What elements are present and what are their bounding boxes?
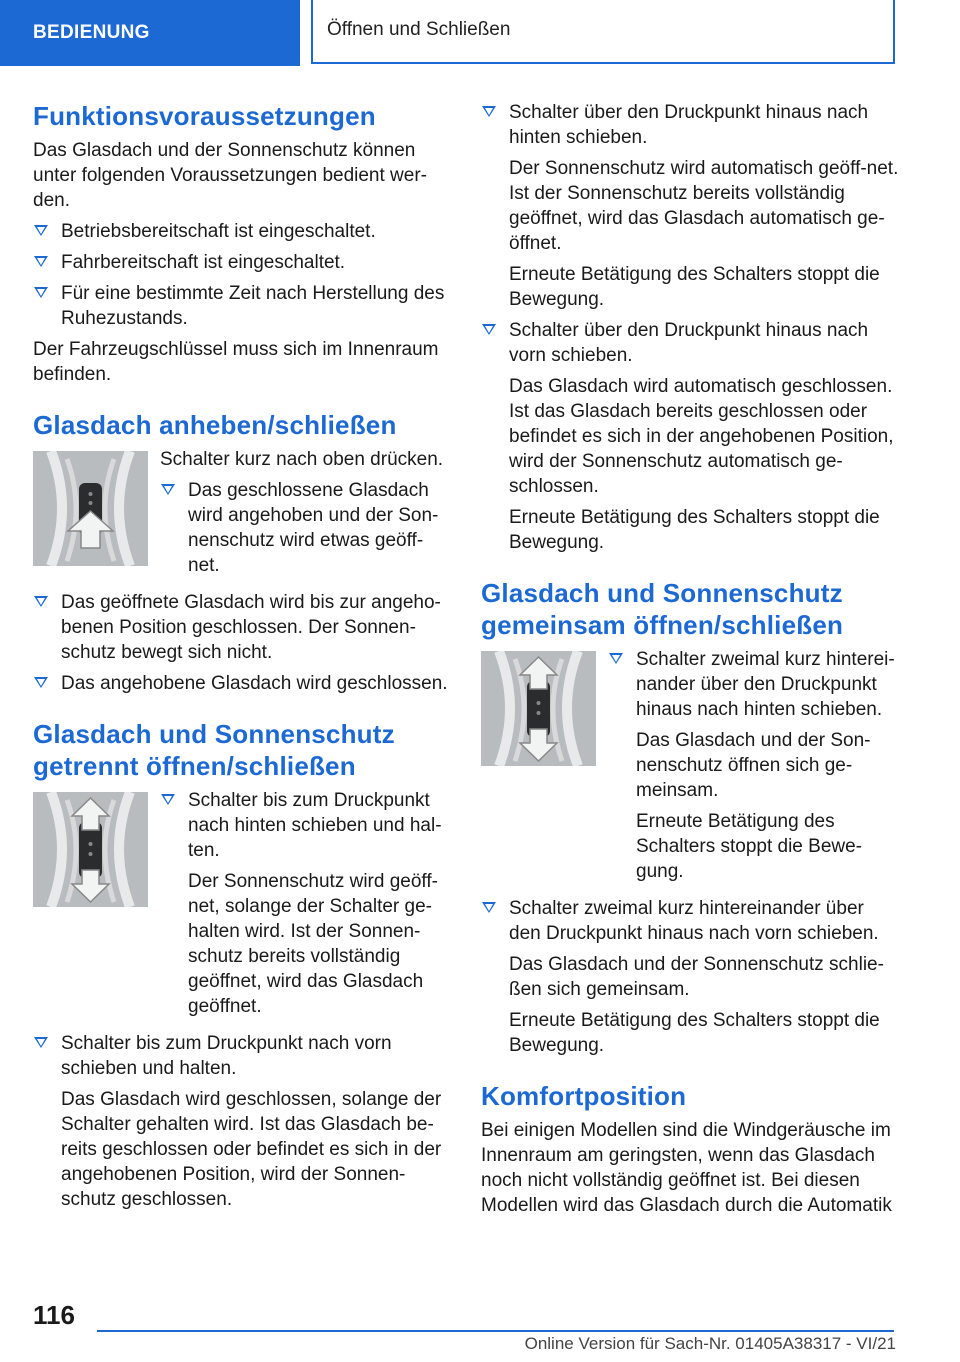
heading-getrennt: Glasdach und Sonnenschutz getrennt öffnen/schließen	[33, 719, 395, 781]
komfort-body: Bei einigen Modellen sind die Windgeräusche im Innenraum am geringsten, wenn das Glasdach noch nicht vollständig geöffnet ist. Bei diesen Modellen wird das Glasdach durch die Automatik	[481, 1120, 892, 1216]
list-item: Schalter zweimal kurz hintereinander über den Druckpunkt hinaus nach vorn schieben. Das Glasdach und der Sonnenschutz schlie-ßen sich gemeinsam. Erneute Betätigung des Schalters stoppt die Bewegung.	[481, 896, 899, 1058]
list-item: Das geschlossene Glasdach wird angehoben und der Son-nenschutz wird etwas geöff-net.	[160, 478, 453, 578]
page-header	[0, 0, 960, 66]
switch-image	[33, 792, 148, 907]
switch-up-down-arrows-icon	[481, 651, 596, 766]
triangle-bullet-icon	[34, 287, 48, 298]
list-item: Schalter über den Druckpunkt hinaus nach vorn schieben. Das Glasdach wird automatisch geschlossen. Ist das Glasdach bereits geschlossen oder befindet es sich in der angehobenen Position, wird der Sonnenschutz automatisch ge-schlossen. Erneute Betätigung des Schalters stoppt die Bewegung.	[481, 318, 899, 555]
triangle-bullet-icon	[161, 484, 175, 495]
triangle-bullet-icon	[34, 596, 48, 607]
left-column	[33, 100, 453, 1218]
switch-image	[33, 451, 148, 566]
switch-up-down-arrows-icon	[33, 792, 148, 907]
triangle-bullet-icon	[482, 902, 496, 913]
switch-up-arrow-icon	[33, 451, 148, 566]
intro-text: Das Glasdach und der Sonnenschutz können unter folgenden Voraussetzungen bedient wer-den.	[33, 140, 427, 211]
online-version-note: Online Version für Sach-Nr. 01405A38317 - VI/21	[524, 1334, 896, 1353]
triangle-bullet-icon	[34, 1037, 48, 1048]
list-item: Schalter bis zum Druckpunkt nach hinten schieben und hal-ten. Der Sonnenschutz wird geöff-net, solange der Schalter ge-halten wird. Ist der Sonnen-schutz bereits vollständig geöffnet, wird das Glasdach geöffnet.	[160, 788, 453, 1019]
triangle-bullet-icon	[161, 794, 175, 805]
list-item: Schalter zweimal kurz hinterei-nander über den Druckpunkt hinaus nach hinten schieben. Das Glasdach und der Son-nenschutz öffnen sich ge-meinsam. Erneute Betätigung des Schalters stoppt die Bewe-gung.	[608, 647, 899, 884]
chapter-title: Öffnen und Schließen	[311, 0, 895, 64]
list-item: Für eine bestimmte Zeit nach Herstellung des Ruhezustands.	[33, 281, 453, 331]
footer-divider	[97, 1330, 894, 1332]
triangle-bullet-icon	[482, 106, 496, 117]
triangle-bullet-icon	[34, 256, 48, 267]
list-item: Fahrbereitschaft ist eingeschaltet.	[33, 250, 453, 275]
switch-image	[481, 651, 596, 766]
list-item: Betriebsbereitschaft ist eingeschaltet.	[33, 219, 453, 244]
lead-text: Schalter kurz nach oben drücken.	[160, 449, 444, 470]
heading-gemeinsam: Glasdach und Sonnenschutz gemeinsam öffnen/schließen	[481, 578, 844, 640]
triangle-bullet-icon	[609, 653, 623, 664]
page-number: 116	[33, 1300, 75, 1330]
triangle-bullet-icon	[34, 677, 48, 688]
outro-text: Der Fahrzeugschlüssel muss sich im Innenraum befinden.	[33, 339, 439, 385]
heading-komfortposition: Komfortposition	[481, 1081, 687, 1111]
list-item: Schalter über den Druckpunkt hinaus nach hinten schieben. Der Sonnenschutz wird automatisch geöff-net. Ist der Sonnenschutz bereits vollständig geöffnet, wird das Glasdach automatisch ge-öffnet. Erneute Betätigung des Schalters stoppt die Bewegung.	[481, 100, 899, 312]
list-item: Das angehobene Glasdach wird geschlossen.	[33, 671, 453, 696]
heading-funktionsvoraussetzungen: Funktionsvoraussetzungen	[33, 101, 376, 131]
triangle-bullet-icon	[34, 225, 48, 236]
list-item: Das geöffnete Glasdach wird bis zur angeho-benen Position geschlossen. Der Sonnen-schutz bewegt sich nicht.	[33, 590, 453, 665]
triangle-bullet-icon	[482, 324, 496, 335]
right-column	[481, 100, 899, 1224]
section-tab: BEDIENUNG	[0, 0, 300, 66]
list-item: Schalter bis zum Druckpunkt nach vorn schieben und halten. Das Glasdach wird geschlossen, solange der Schalter gehalten wird. Ist das Glasdach be-reits geschlossen oder befindet es sich in der angehobenen Position, wird der Sonnen-schutz geschlossen.	[33, 1031, 453, 1212]
heading-glasdach-anheben: Glasdach anheben/schließen	[33, 410, 397, 440]
